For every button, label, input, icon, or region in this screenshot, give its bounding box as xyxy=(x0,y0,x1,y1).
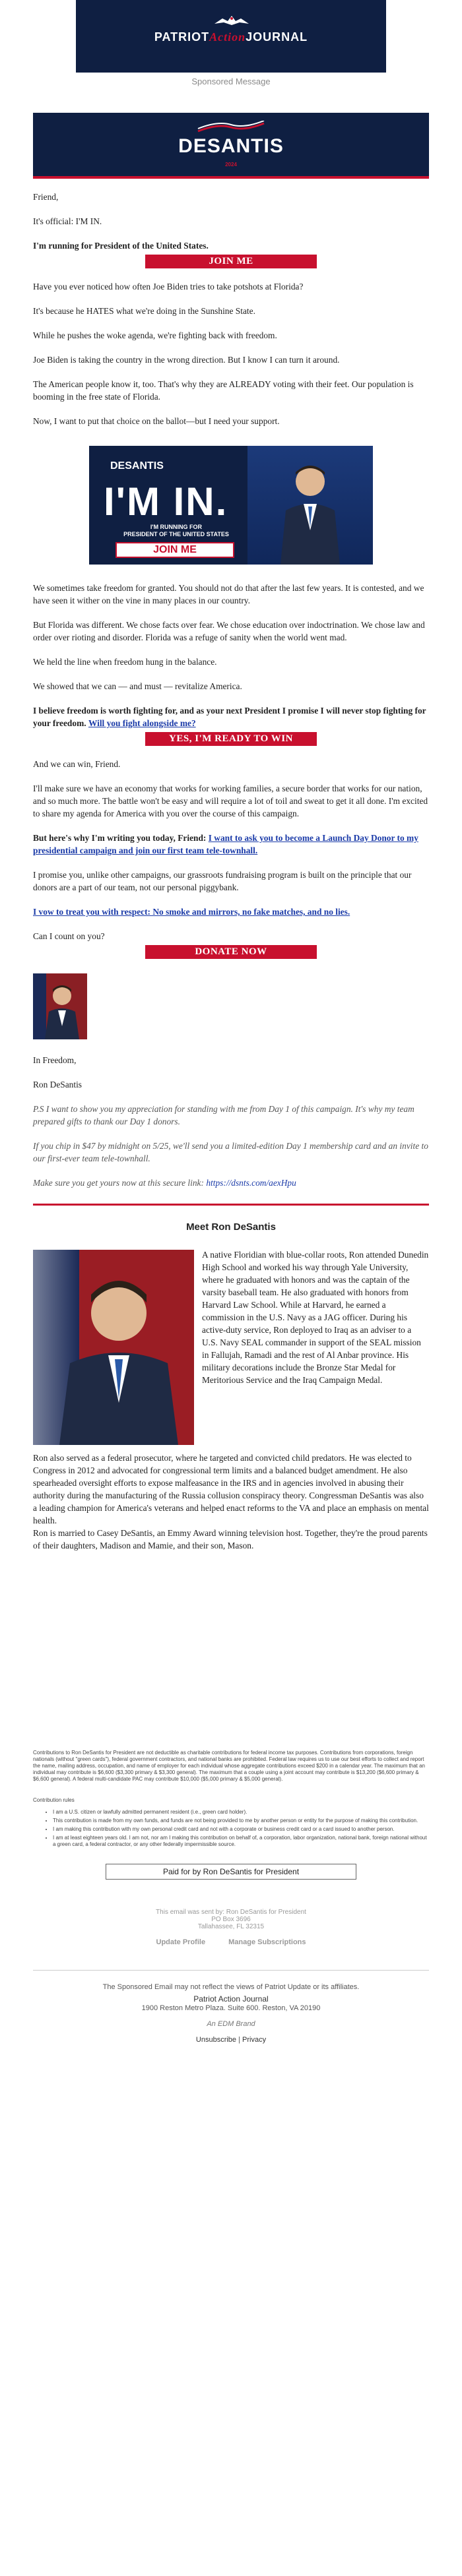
running-line: I'm running for President of the United States. xyxy=(33,241,209,251)
banner-running-text: I'M RUNNING FOR PRESIDENT OF THE UNITED STATES xyxy=(123,524,229,537)
fight-alongside-link[interactable]: Will you fight alongside me? xyxy=(88,718,196,728)
bio-paragraph: Ron also served as a federal prosecutor, where he targeted and convicted child predators. He was elected to Congress in 2012 and advocated for congressional term limits and a balanced budget amendment. He also spearheaded oversight efforts to expose malfeasance in the IRS and in agencies involved in abusing their authority during the manufacturing of the Russia collusion conspiracy theory. Congressman DeSantis was also a leading champion for America's veterans and helped enact reforms to the VA and place an emphasis on mental health. xyxy=(33,1453,429,1525)
ps-paragraph: If you chip in $47 by midnight on 5/25, we'll send you a limited-edition Day 1 membership card and an invite to our first-ever team tele-townhall. xyxy=(33,1141,428,1163)
candidate-portrait xyxy=(33,1250,194,1445)
paragraph: I promise you, unlike other campaigns, our grassroots fundraising program is built on the principle that our donors are a part of our team, not our personal piggybank. xyxy=(33,870,412,892)
rule-item: • I am making this contribution with my own personal credit card and not with a corporate or business credit card or a card issued to another person. xyxy=(53,1826,429,1833)
footer-address: 1900 Reston Metro Plaza. Suite 600. Reston, VA 20190 xyxy=(141,2004,321,2012)
flag-stripes-icon xyxy=(191,121,271,134)
ps-paragraph: P.S I want to show you my appreciation for standing with me from Day 1 of this campaign. It's why my team prepared gifts to thank our Day 1 donors. xyxy=(33,1104,414,1126)
launch-day-donor-link[interactable]: I want to ask you to become a Launch Day Donor to my presidential campaign and join our first team tele-townhall. xyxy=(33,833,418,855)
ps-paragraph: Make sure you get yours now at this secure link: https://dsnts.com/aexHpu xyxy=(33,1178,296,1188)
legal-section xyxy=(33,1750,429,1848)
email-body xyxy=(33,113,429,1552)
respect-vow-link[interactable]: I vow to treat you with respect: No smoke and mirrors, no fake matches, and no lies. xyxy=(33,907,350,917)
paragraph: And we can win, Friend. xyxy=(33,759,121,769)
meet-title: Meet Ron DeSantis xyxy=(186,1221,276,1233)
footer-links xyxy=(0,2035,462,2044)
footer xyxy=(0,1982,462,2044)
privacy-link[interactable]: Privacy xyxy=(242,2036,267,2044)
im-in-banner[interactable] xyxy=(89,446,373,565)
section-divider xyxy=(33,1204,429,1206)
paragraph: Now, I want to put that choice on the ballot—but I need your support. xyxy=(33,416,280,426)
footer-disclaimer: The Sponsored Email may not reflect the views of Patriot Update or its affiliates. xyxy=(102,1983,360,1991)
footer-divider xyxy=(33,1970,429,1971)
paragraph: The American people know it, too. That's why they are ALREADY voting with their feet. Our population is booming in the free state of Florida. xyxy=(33,379,414,402)
paragraph: Have you ever noticed how often Joe Biden tries to take potshots at Florida? xyxy=(33,282,304,291)
manage-subscriptions-link[interactable]: Manage Subscriptions xyxy=(228,1938,306,1946)
closing: In Freedom, xyxy=(33,1055,77,1065)
bio-section xyxy=(33,1248,429,1552)
eagle-icon xyxy=(213,15,250,26)
unsubscribe-link[interactable]: Unsubscribe xyxy=(195,2036,237,2044)
sender-info: This email was sent by: Ron DeSantis for President PO Box 3696 Tallahassee, FL 32315 xyxy=(156,1909,306,1930)
donate-now-button[interactable]: DONATE NOW xyxy=(145,945,317,959)
bio-paragraph: Ron is married to Casey DeSantis, an Emmy Award winning television host. Together, they're the proud parents of their daughters, Madison and Mamie, and their son, Mason. xyxy=(33,1528,428,1550)
join-me-button[interactable]: JOIN ME xyxy=(145,255,317,268)
paragraph: But here's why I'm writing you today, Friend: I want to ask you to become a Launch Day Donor to my presidential campaign and join our first team tele-townhall. xyxy=(33,833,418,855)
paragraph: Joe Biden is taking the country in the wrong direction. But I know I can turn it around. xyxy=(33,355,340,365)
candidate-photo xyxy=(274,458,346,565)
desantis-hero-banner xyxy=(33,113,429,179)
rules-list xyxy=(33,1809,429,1848)
footer-brand: An EDM Brand xyxy=(207,2020,255,2028)
rules-title: Contribution rules xyxy=(33,1797,75,1803)
paragraph: While he pushes the woke agenda, we're fighting back with freedom. xyxy=(33,330,277,340)
paragraph: Can I count on you? xyxy=(33,931,105,941)
paragraph xyxy=(33,905,429,918)
rule-item: • I am a U.S. citizen or lawfully admitted permanent resident (i.e., green card holder). xyxy=(53,1809,429,1816)
banner-join-button[interactable]: JOIN ME xyxy=(116,542,234,558)
paid-for-box: Paid for by Ron DeSantis for President xyxy=(106,1864,356,1880)
signature-name: Ron DeSantis xyxy=(33,1080,82,1089)
banner-headline: I'M IN. xyxy=(104,479,228,524)
hero-red-bar xyxy=(33,176,429,179)
subscription-links xyxy=(0,1938,462,1946)
paragraph: It's because he HATES what we're doing in the Sunshine State. xyxy=(33,306,255,316)
official-line: It's official: I'M IN. xyxy=(33,216,102,226)
update-profile-link[interactable]: Update Profile xyxy=(156,1938,206,1946)
secure-donation-link[interactable]: https://dsnts.com/aexHpu xyxy=(206,1178,296,1188)
paragraph: I'll make sure we have an economy that works for working families, a secure border that works for our nation, and so much more. The battle won't be easy and will require a lot of toil and sweat to get it all done. I'm excited to share my agenda for America with you over the course of this campaign. xyxy=(33,783,428,818)
publisher-logo: PATRIOTActionJOURNAL xyxy=(154,30,308,44)
ready-to-win-button[interactable]: YES, I'M READY TO WIN xyxy=(145,732,317,746)
signature-photo xyxy=(33,973,87,1039)
bio-paragraph: A native Floridian with blue-collar roots, Ron attended Dunedin High School and worked his way through Yale University, where he graduated with honors and was the captain of the varsity baseball team. He also graduated with honors from Harvard Law School. While at Harvard, he earned a commission in the U.S. Navy as a JAG officer. During his active-duty service, Ron deployed to Iraq as an adviser to a U.S. Navy SEAL commander in support of the SEAL mission in Fallujah, Ramadi and the rest of Al Anbar province. His military decorations include the Bronze Star Medal for Meritorious Service and the Iraq Campaign Medal. xyxy=(202,1250,429,1385)
sponsored-label: Sponsored Message xyxy=(191,77,271,86)
paragraph: We showed that we can — and must — revitalize America. xyxy=(33,681,242,691)
banner-small-name: DESANTIS xyxy=(110,460,164,472)
hero-name: DESANTIS xyxy=(178,135,284,157)
paragraph: We held the line when freedom hung in the balance. xyxy=(33,657,217,667)
greeting: Friend, xyxy=(33,192,59,202)
footer-org: Patriot Action Journal xyxy=(193,1994,269,2004)
paragraph: I believe freedom is worth fighting for, and as your next President I promise I will never stop fighting for your freedom. Will you fight alongside me? xyxy=(33,706,426,728)
rule-item: • I am at least eighteen years old. I am not, nor am I making this contribution on behalf of, a corporation, labor organization, national bank, foreign national without a green card, a federal contractor, or any other federally impermissible source. xyxy=(53,1835,429,1848)
rule-item: • This contribution is made from my own funds, and funds are not being provided to me by another person or entity for the purpose of making this contribution. xyxy=(53,1818,429,1824)
footer-separator: | xyxy=(238,2036,240,2044)
hero-sub: 2024 xyxy=(225,162,237,168)
paragraph: But Florida was different. We chose facts over fear. We chose education over indoctrination. We chose law and order over rioting and disorder. Florida was a refuge of sanity when the world went mad. xyxy=(33,620,425,642)
publisher-banner xyxy=(76,0,386,73)
paragraph: We sometimes take freedom for granted. You should not do that after the last few years. It is contested, and we have seen it wither on the vine in many places in our country. xyxy=(33,583,424,605)
legal-disclaimer: Contributions to Ron DeSantis for President are not deductible as charitable contributions for federal income tax purposes. Contributions from corporations, foreign nationals (without "green cards"), federal government contractors, and national banks are prohibited. Federal law requires us to use our best efforts to collect and report the name, mailing address, occupation, and name of employer for each individual whose aggregate contributions exceed $200 in a calendar year. The maximum that an individual may contribute is $6,600 ($3,300 primary & $3,300 general). The maximum that a couple using a joint account may contribute is $13,200 ($6,600 primary & $6,600 general). A federal multi-candidate PAC may contribute $10,000 ($5,000 primary & $5,000 general). xyxy=(33,1750,425,1782)
